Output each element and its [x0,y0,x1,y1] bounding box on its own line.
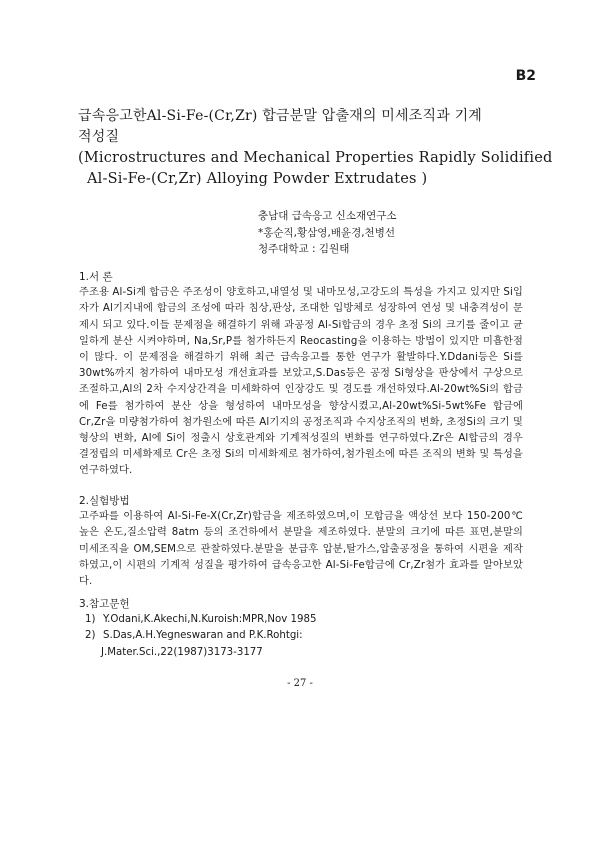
introduction-heading: 1.서 론 [79,271,113,283]
title-korean-line2: 적성질 [78,129,120,145]
session-code: B2 [515,68,536,84]
introduction-body: 주조용 Al-Si계 합금은 주조성이 양호하고,내열성 및 내마모성,고강도의 특성을 가지고 있지만 Si입자가 Al기지내에 합금의 조성에 따라 침상,판상, 조대한 입방체로 성장하여 연성 및 내충격성이 문제시 되고 있다.이들 문제점을 해결하기 위해 과공정 Al-Si합금의 경우 초정 Si의 크기를 줄이고 균일하게 분산 시켜야하며, Na,Sr,P를 첨가하든지 Reocasting을 이용하는 방법이 있지만 미흡한점이 많다. 이 문제점을 해결하기 위해 최근 급속응고를 통한 연구가 활발하다.Y.Ddani등은 Si를 30wt%까지 첨가하여 내마모성 개선효과를 보았고,S.Das등은 공정 Si형상을 판상에서 구상으로 조절하고,Al의 2차 수지상간격을 미세화하여 인장강도 및 경도를 개선하였다.Al-20wt%Si의 합금에 Fe를 첨가하여 분산 상을 형성하여 내마모성을 향상시켰고,Al-20wt%Si-5wt%Fe 합금에 Cr,Zr을 미량첨가하여 첨가원소에 따른 Al기지의 공정조직과 수지상조직의 변화, 초정Si의 크기 및 형상의 변화, Al에 Si이 정출시 상호관계와 기계적성질의 변화를 연구하였다.Zr은 Al합금의 경우 결정립의 미세화제로 Cr은 초정 Si의 미세화제로 첨가하여,첨가원소에 따른 조직의 변화 및 특성을 연구하였다. [79,287,523,477]
reference-item [85,628,523,644]
reference-number: 1) [85,614,96,626]
reference-item [85,612,523,628]
method-heading: 2.실험방법 [79,495,130,507]
reference-text: Y.Odani,K.Akechi,N.Kuroish:MPR,Nov 1985 [103,614,317,626]
introduction-section [79,269,523,480]
author-block [258,208,397,258]
reference-text-continued: J.Mater.Sci.,22(1987)3173-3177 [101,646,263,658]
title-english-line1: (Microstructures and Mechanical Properties Rapidly Solidified [78,150,553,166]
affiliation-line1: 충남대 급속응고 신소재연구소 [258,210,397,222]
method-body: 고주파를 이용하여 Al-Si-Fe-X(Cr,Zr)합금을 제조하였으며,이 모합금을 액상선 보다 150-200℃높은 온도,질소압력 8atm 등의 조건하에서 분말을 제조하였다. 분말의 크기에 따른 표면,분말의 미세조직을 OM,SEM으로 관찰하였다.분말을 분급후 압분,탈가스,압출공정을 통하여 시편을 제작하였고,이 시편의 기계적 성질을 평가하여 급속응고한 Al-Si-Fe합금에 Cr,Zr첨가 효과를 알아보았다. [79,511,523,588]
title-korean-line1: 급속응고한Al-Si-Fe-(Cr,Zr) 합금분말 압출재의 미세조직과 기계 [78,108,483,124]
references-heading: 3.참고문헌 [79,598,130,610]
reference-continuation [85,645,523,661]
method-section [79,493,523,590]
reference-text: S.Das,A.H.Yegneswaran and P.K.Rohtgi: [103,630,303,642]
paper-title [78,106,553,190]
title-english-line2: Al-Si-Fe-(Cr,Zr) Alloying Powder Extrudates ) [87,171,428,187]
reference-list [79,612,523,661]
affiliation-line3: 청주대학교 : 김원태 [258,243,350,255]
reference-number: 2) [85,630,96,642]
authors-line: *홍순직,황삼영,배윤경,천병선 [258,226,395,239]
page-number: - 27 - [287,678,313,689]
references-section [79,596,523,661]
